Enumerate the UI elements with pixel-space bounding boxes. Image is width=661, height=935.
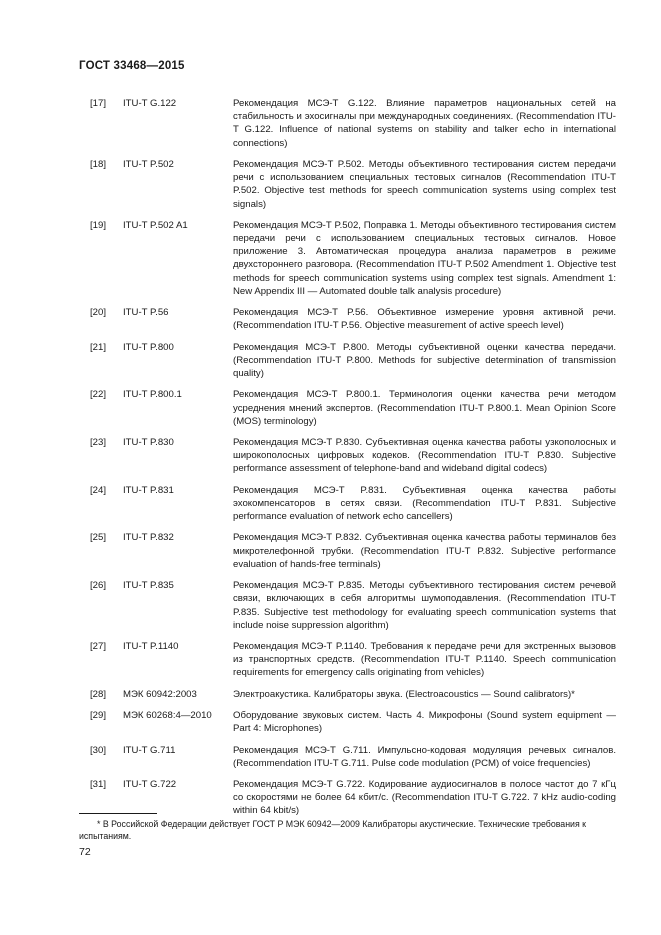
bibliography-entry bbox=[79, 640, 619, 680]
entry-description: Рекомендация МСЭ-Т P.831. Субъективная оценка качества работы эхокомпенсаторов в сетях связи. (Recommendation ITU-T P.831. Subjective performance evaluation of network echo cancellers) bbox=[233, 484, 616, 523]
entry-number: [20] bbox=[90, 307, 107, 319]
bibliography-entry bbox=[79, 436, 619, 476]
entry-number: [22] bbox=[90, 389, 107, 401]
entry-code: ITU-T P.832 bbox=[123, 532, 174, 544]
entry-code: МЭК 60268:4—2010 bbox=[123, 710, 212, 722]
entry-description: Рекомендация МСЭ-Т P.502, Поправка 1. Методы объективного тестирования систем передачи речи с использованием специальных тестовых сигналов. Новое приложение 3. Автоматическая процедура анализа параметров в режиме двухстороннего разговора. (Recommendation ITU-T P.502 Amendment 1. Objective test methods for speech communication systems using complex test signals. Amendment 1: New Appendix III — Automated double talk analysis procedure) bbox=[233, 219, 616, 297]
entry-number: [27] bbox=[90, 641, 107, 653]
entry-code: ITU-T P.800 bbox=[123, 341, 174, 353]
entry-code: ITU-T G.722 bbox=[123, 779, 177, 791]
bibliography-entry bbox=[79, 306, 619, 332]
entry-code: ITU-T P.502 bbox=[123, 158, 174, 170]
bibliography-entry bbox=[79, 97, 619, 150]
entry-number: [24] bbox=[90, 484, 107, 496]
page-number: 72 bbox=[79, 846, 91, 858]
entry-number: [18] bbox=[90, 158, 107, 170]
footnote: * В Российской Федерации действует ГОСТ Р МЭК 60942—2009 Калибраторы акустические. Технические требования к испытаниям. bbox=[79, 819, 587, 841]
entry-code: ITU-T G.711 bbox=[123, 744, 176, 756]
entry-code: ITU-T P.502 A1 bbox=[123, 219, 188, 231]
entry-number: [30] bbox=[90, 744, 107, 756]
entry-number: [23] bbox=[90, 437, 107, 449]
entry-description: Рекомендация МСЭ-Т G.122. Влияние параметров национальных сетей на стабильность и эхосигналы при международных соединениях. (Recommendation ITU-T G.122. Influence of national systems on stability and talker echo in international connections) bbox=[233, 98, 616, 149]
entry-code: ITU-T P.831 bbox=[123, 484, 174, 496]
entry-description: Рекомендация МСЭ-Т P.502. Методы объективного тестирования систем передачи речи с использованием специальных тестовых сигналов (Recommendation ITU-T P.502. Objective test methods for speech communication systems using complex test signals) bbox=[233, 158, 616, 210]
entry-number: [17] bbox=[90, 98, 107, 109]
entry-description: Рекомендация МСЭ-Т P.800.1. Терминология оценки качества речи методом усреднения мнений экспертов. (Recommendation ITU-T P.800.1. Mean Opinion Score (MOS) terminology) bbox=[233, 389, 616, 427]
bibliography-list bbox=[79, 97, 619, 826]
entry-code: ITU-T P.56 bbox=[123, 307, 169, 319]
entry-description: Рекомендация МСЭ-Т P.1140. Требования к передаче речи для экстренных вызовов из транспортных средств. (Recommendation ITU-T P.1140. Speech communication requirements for emergency calls originating from vehicles) bbox=[233, 641, 616, 679]
entry-description: Рекомендация МСЭ-Т P.56. Объективное измерение уровня активной речи. (Recommendation ITU-T P.56. Objective measurement of active speech level) bbox=[233, 307, 616, 332]
bibliography-entry bbox=[79, 531, 619, 571]
entry-code: ITU-T G.122 bbox=[123, 98, 177, 109]
entry-number: [19] bbox=[90, 219, 107, 231]
entry-code: ITU-T P.800.1 bbox=[123, 389, 182, 401]
entry-description: Рекомендация МСЭ-Т P.830. Субъективная оценка качества работы узкополосных и широкополосных цифровых кодеков. (Recommendation ITU-T P.830. Subjective performance assessment of telephone-band and wideband digital codecs) bbox=[233, 437, 616, 475]
entry-description: Рекомендация МСЭ-Т P.800. Методы субъективной оценки качества передачи. (Recommendation ITU-T P.800. Methods for subjective determination of transmission quality) bbox=[233, 341, 616, 380]
footnote-divider bbox=[79, 813, 157, 814]
entry-number: [29] bbox=[90, 710, 107, 722]
entry-number: [28] bbox=[90, 688, 107, 700]
entry-description: Оборудование звуковых систем. Часть 4. Микрофоны (Sound system equipment — Part 4: Microphones) bbox=[233, 710, 616, 735]
entry-code: ITU-T P.830 bbox=[123, 437, 174, 449]
entry-code: ITU-T P.835 bbox=[123, 580, 174, 592]
entry-number: [25] bbox=[90, 532, 107, 544]
entry-number: [31] bbox=[90, 779, 107, 791]
bibliography-entry bbox=[79, 341, 619, 381]
bibliography-entry bbox=[79, 158, 619, 211]
entry-description: Электроакустика. Калибраторы звука. (Electroacoustics — Sound calibrators)* bbox=[233, 688, 575, 700]
entry-number: [21] bbox=[90, 341, 107, 353]
entry-code: ITU-T P.1140 bbox=[123, 641, 179, 653]
bibliography-entry bbox=[79, 219, 619, 298]
entry-description: Рекомендация МСЭ-Т P.832. Субъективная оценка качества работы терминалов без микротелефонной трубки. (Recommendation ITU-T P.832. Subjective performance evaluation of hands-free terminals) bbox=[233, 532, 616, 570]
bibliography-entry bbox=[79, 484, 619, 524]
bibliography-entry bbox=[79, 709, 619, 735]
bibliography-entry bbox=[79, 778, 619, 818]
entry-description: Рекомендация МСЭ-Т G.711. Импульсно-кодовая модуляция речевых сигналов. (Recommendation ITU-T G.711. Pulse code modulation (PCM) of voice frequencies) bbox=[233, 744, 616, 769]
bibliography-entry bbox=[79, 744, 619, 770]
entry-description: Рекомендация МСЭ-Т G.722. Кодирование аудиосигналов в полосе частот до 7 кГц со скоростями не более 64 кбит/с. (Recommendation ITU-T G.722. 7 kHz audio-coding within 64 kbit/s) bbox=[233, 779, 616, 817]
entry-code: МЭК 60942:2003 bbox=[123, 688, 197, 700]
bibliography-entry bbox=[79, 688, 619, 701]
document-header: ГОСТ 33468—2015 bbox=[79, 60, 185, 72]
bibliography-entry bbox=[79, 579, 619, 632]
bibliography-entry bbox=[79, 388, 619, 428]
entry-description: Рекомендация МСЭ-Т P.835. Методы субъективного тестирования систем речевой связи, включающих в себя алгоритмы шумоподавления. (Recommendation ITU-T P.835. Subjective test methodology for evaluating speech communication systems that include noise suppression algorithm) bbox=[233, 580, 616, 631]
entry-number: [26] bbox=[90, 580, 107, 592]
